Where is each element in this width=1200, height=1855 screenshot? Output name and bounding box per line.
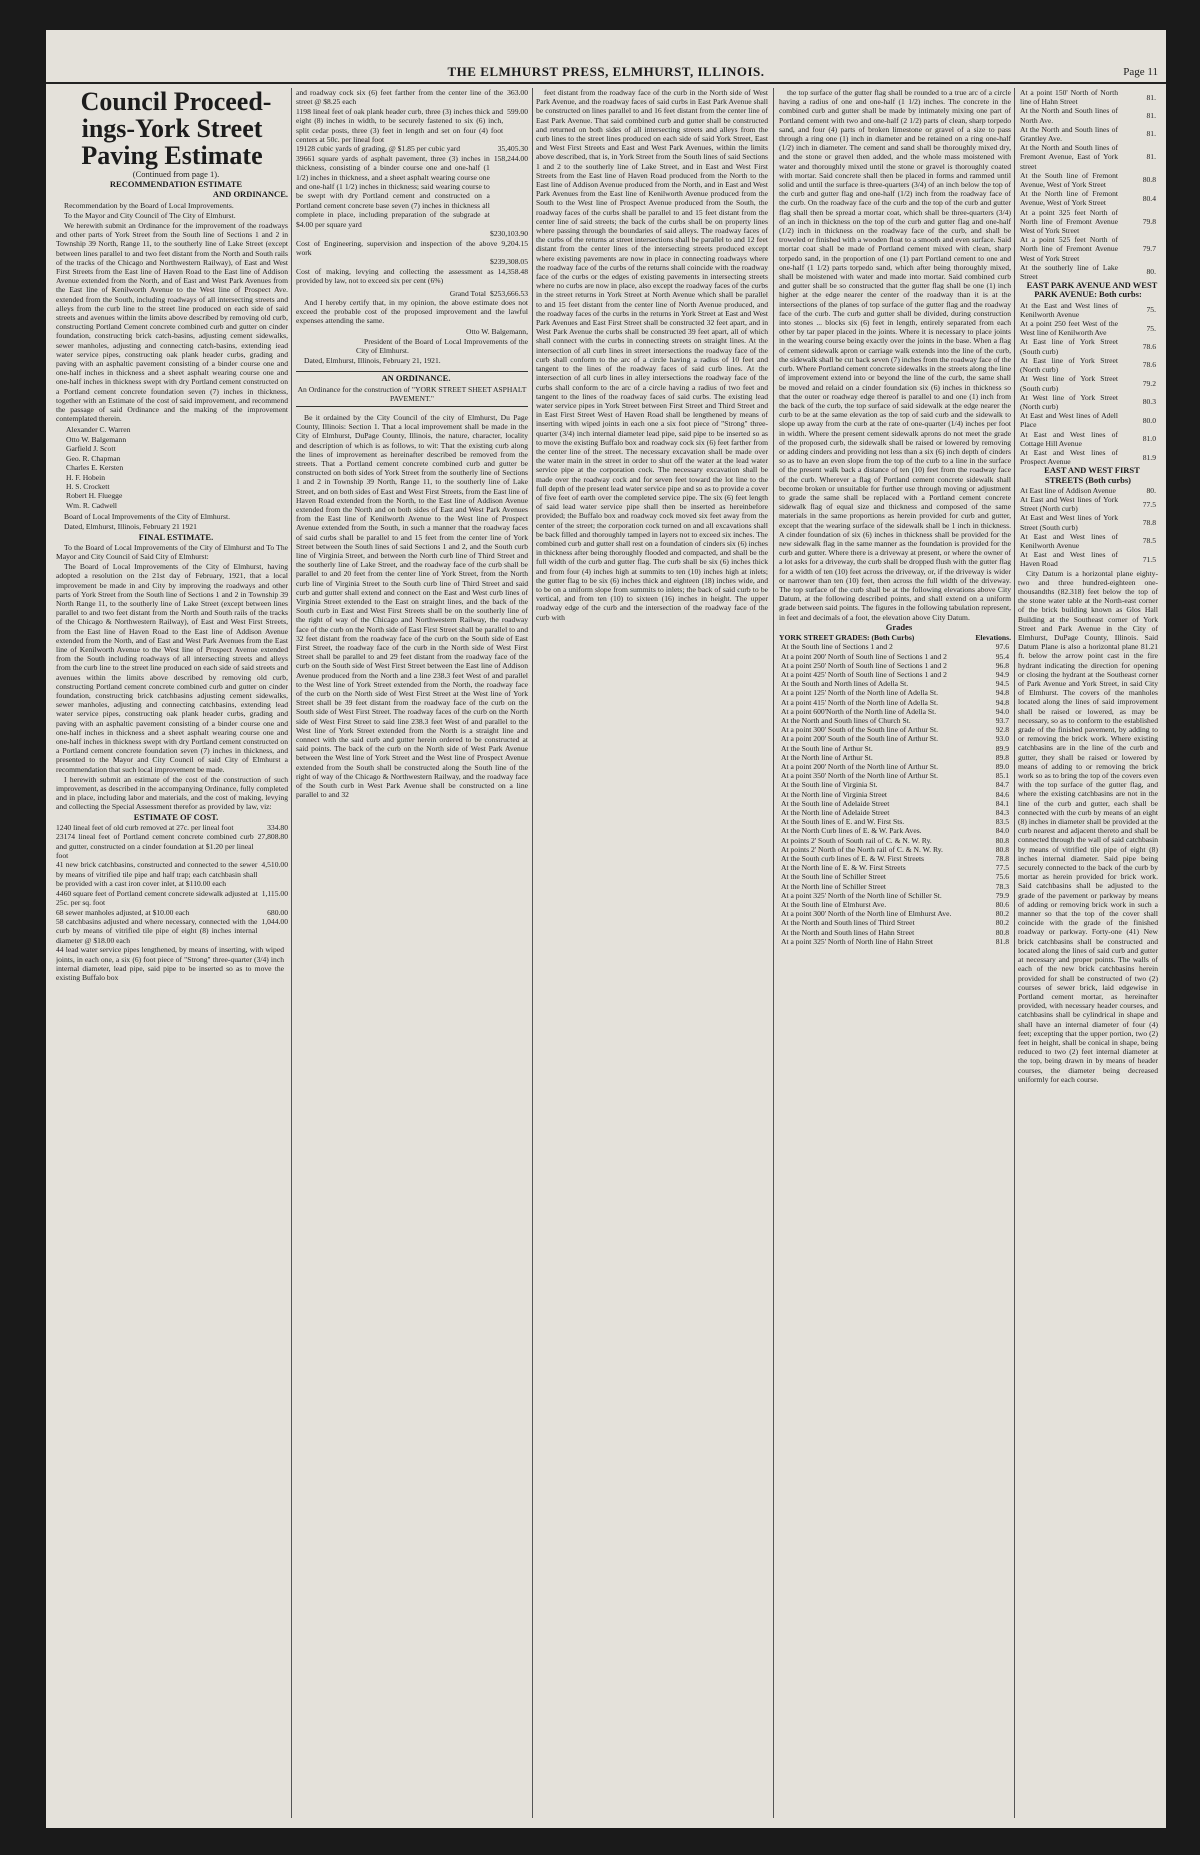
cost-item: 23174 lineal feet of Portland cement concrete combined curb and gutter, constructed on a cinder foundation at $1.20 per lineal foot 27,808.80 (56, 832, 288, 861)
grade-location: At a point 325' North of North line of Hahn Street (781, 936, 933, 946)
grade-elevation: 79.2 (1142, 378, 1156, 388)
grade-location: At a point 300' South of the South line of Arthur St. (781, 725, 939, 735)
column-rule (291, 88, 292, 1818)
grade-row (779, 698, 1011, 707)
rec-to: To the Mayor and City Council of The City of Elmhurst. (64, 210, 236, 220)
grade-location: At a point 150' North of North line of Hahn Street (1020, 88, 1118, 107)
grade-row (779, 808, 1011, 817)
grade-row (779, 799, 1011, 808)
cost-item: 39661 square yards of asphalt pavement, three (3) inches in thickness, consisting of a binder course one and one-half (1 1/2) inches in thickness, and a sheet asphalt wearing course one and one-half (1 1/2) inches in thickness; said wearing course to be swept with dry Portland cement and constructed on a Portland cement concrete base seven (7) inches in thickness all complete in place, including preparation of the subgrade at $4.00 per square yard 158,244.00 (296, 153, 528, 229)
grade-row (779, 928, 1011, 937)
grade-elevation: 81.9 (1142, 452, 1156, 462)
grade-elevation: 71.5 (1142, 554, 1156, 564)
grand-total: Grand Total $253,666.53 (449, 288, 528, 298)
grade-elevation: 80.2 (995, 909, 1009, 919)
grade-elevation: 96.8 (995, 660, 1009, 670)
signer: Geo. R. Chapman (66, 453, 121, 463)
grade-location: At West line of York Street (North curb) (1020, 392, 1118, 411)
signer-title: President of the Board of Local Improvements of the City of Elmhurst. (356, 336, 528, 355)
grade-location: At the South line of Adelaide Street (781, 798, 890, 808)
grade-location: At the North line of E. & W. First Streets (781, 863, 906, 873)
grade-row (779, 854, 1011, 863)
park-ave-heading: EAST PARK AVENUE AND WEST PARK AVENUE: Both curbs: (1026, 280, 1158, 300)
grade-location: At a point 325 feet North of North line of Fremont Avenue West of York Street (1020, 207, 1118, 236)
grade-location: At East and West lines of York Street (North curb) (1020, 494, 1118, 514)
grade-elevation: 92.8 (995, 725, 1009, 735)
grade-location: At a point 300' North of the North line of Elmhurst Ave. (781, 909, 952, 919)
grade-row (1018, 356, 1158, 374)
board-line: Board of Local Improvements of the City of Elmhurst. (64, 512, 230, 522)
grade-location: At a point 250 feet West of the West line of Kenilworth Ave (1020, 319, 1118, 338)
grade-location: At the South curb lines of E. & W. First Streets (781, 854, 925, 864)
grade-elevation: 77.5 (1142, 499, 1156, 509)
certify-text: And I hereby certify that, in my opinion, the above estimate does not exceed the probable cost of the proposed improvement and the lawful expenses attending the same. (296, 297, 528, 326)
ordinance-title: An Ordinance for the construction of "YORK STREET SHEET ASPHALT PAVEMENT." (297, 384, 527, 403)
grade-row (779, 679, 1011, 688)
grade-elevation: 89.0 (995, 762, 1009, 772)
grade-elevation: 80.8 (995, 927, 1009, 937)
grade-elevation: 84.3 (995, 808, 1009, 818)
grade-location: At the South line of Fremont Avenue, West of York Street (1020, 170, 1118, 190)
grade-location: At East and West lines of Kenilworth Avenue (1020, 531, 1118, 550)
grade-row (779, 790, 1011, 799)
grade-elevation: 78.5 (1142, 536, 1156, 546)
grade-elevation: 94.0 (995, 706, 1009, 716)
grade-location: At a point 350' North of the North line of Arthur St. (781, 771, 939, 781)
dated-line: Dated, Elmhurst, Illinois, February 21 1921 (64, 522, 197, 532)
grade-row (1018, 143, 1158, 171)
grade-row (1018, 513, 1158, 531)
grade-row (779, 817, 1011, 826)
grade-location: At East and West lines of Prospect Avenue (1020, 447, 1118, 467)
grades-table (1018, 486, 1158, 569)
cost-item: 44 lead water service pipes lengthened, by means of inserting, with wiped joints, in each one, a six (6) foot piece of "Strong" three-quarter (3/4) inch internal diameter, lead pipe, said pipe to be inserted so as to move the existing Buffalo box (56, 945, 284, 983)
final-body-2: I herewith submit an estimate of the cost of the construction of such improvement, as described in the accompanying Ordinance, fully completed and in place, including labor and materials, and the cost of making, levying and collecting the Special Assessment therefor as provided by law, viz: (56, 774, 288, 812)
grade-row (779, 734, 1011, 743)
grade-location: At a point 200' North of South line of Sections 1 and 2 (781, 651, 947, 661)
grade-row (779, 771, 1011, 780)
grade-location: At East and West lines of Adell Place (1020, 411, 1118, 430)
grade-elevation: 77.5 (995, 863, 1009, 873)
grade-elevation: 75. (1146, 305, 1156, 315)
cost-heading: ESTIMATE OF COST. (133, 811, 219, 822)
masthead-title: THE ELMHURST PRESS, ELMHURST, ILLINOIS. (447, 64, 765, 79)
grade-elevation: 84.7 (995, 780, 1009, 790)
cost-item: 19128 cubic yards of grading, @ $1.85 per cubic yard 35,405.30 (296, 144, 528, 154)
grade-elevation: 93.0 (995, 734, 1009, 744)
grade-elevation: 85.1 (995, 771, 1009, 781)
grade-location: At the South line of Sections 1 and 2 (781, 642, 893, 652)
signer: Robert H. Fluegge (66, 491, 123, 501)
grade-row (1018, 495, 1158, 513)
grade-row (779, 744, 1011, 753)
grade-elevation: 84.0 (995, 826, 1009, 836)
grade-elevation: 94.8 (995, 697, 1009, 707)
grade-elevation: 80.8 (1142, 175, 1156, 185)
grade-row (1018, 171, 1158, 189)
grade-location: At the North and South lines of Church St. (781, 716, 911, 726)
signer: Alexander C. Warren (66, 425, 131, 435)
grade-location: At a point 200' North of the North line of Arthur St. (781, 762, 939, 772)
grade-elevation: 79.9 (995, 890, 1009, 900)
grade-elevation: 81. (1146, 129, 1156, 139)
grade-location: At a point 425' North of South line of Sections 1 and 2 (781, 670, 947, 679)
grade-elevation: 93.7 (995, 716, 1009, 726)
column-3 (536, 88, 768, 1818)
grade-row (1018, 337, 1158, 355)
grade-row (779, 725, 1011, 734)
grade-elevation: 81.8 (995, 936, 1009, 946)
subtotal: $239,308.05 (490, 257, 528, 267)
grade-row (779, 652, 1011, 661)
grade-location: At the North and South lines of Fremont Avenue, East of York street (1020, 143, 1118, 171)
grade-row (1018, 235, 1158, 263)
final-body: The Board of Local Improvements of the City of Elmhurst, having adopted a resolution on the 21st day of February, 1921, that a local improvement be made in and City by improving the roadways and other parts of York Street from the South line of Sections 1 and 2 in Township 39 North Range 11, to the southerly line of Lake Street (except between lines parallel to and two feet distant from the North and South rails of the tracks of the Chicago & Northwestern Railway), of East and West First Streets, from the East line of Haven Road to the East line of Addison Avenue extended from the North, and of East and West Park Avenues from the East line of Kenilworth Avenue to the West line of Prospect Avenue extended from the South including roadways of all intersecting streets and alleys from the curb line to the street line produced on each side of said streets and avenues within the limits above described by removing old curb, constructing Portland cement concrete combined curb and gutter on cinder foundation, constructing brick catchbasins adjusting cement sidewalks, sewer manholes, adjusting and connecting catchbasins, extending lead water service pipes, constructing oak plank header curbs, grading and paving with an asphaltic pavement consisting of a binder course one and one-half inches in thickness and a sheet asphalt wearing course one and one-half inches in thickness swept with dry Portland cement constructed on a Portland cement concrete foundation seven (7) inches in thickness, and presented to the Mayor and City Council of said City of Elmhurst a recommendation that such local improvement be made. (56, 562, 288, 774)
signer: H. F. Hobein (66, 472, 106, 482)
grade-elevation: 79.8 (1142, 216, 1156, 226)
grade-elevation: 78.8 (1142, 517, 1156, 527)
rec-body: We herewith submit an Ordinance for the improvement of the roadways and other parts of York Street from the South line of Sections 1 and 2 in Township 39 North, Range 11, to the southerly line of Lake Street (except between lines parallel to and two feet distant from the North and South rails of the tracks of the Chicago and Northwestern Railway), of East and West First Streets from the East line of Haven Road to the East line of Addison Avenue extended from the North, and of East and West Park Avenues from the East line of Kenilworth Avenue to the West line of Prospect Ave. extended from the South, including roadways of all intersecting streets and alleys from the curb line to the street line produced on each side of said streets and avenues within the limits above described by removing old curb, constructing Portland Cement concrete combined curb and gutter on cinder foundation, constructing brick catch-basins, adjusting cement sidewalks, sewer manholes, adjusting and connecting catch-basins, extending iead water service pipes, constructing oak plank header curbs, grading and paving with an asphaltic pavement consisting of a binder course one and one-half inches in thickness and a sheet asphalt wearing course one and one-half inches in thickness swept with dry Portland cement constructed on a Portland cement concrete foundation seven (7) inches in thickness, together with an Estimate of the cost of said improvement, and recommend the passage of said Ordinance and the making of the improvement contemplated therein. (56, 221, 288, 424)
grade-elevation: 81. (1146, 111, 1156, 120)
headline: Council Proceed-ings-York Street Paving Estimate (80, 88, 272, 170)
grade-row (779, 937, 1011, 946)
grade-elevation: 94.9 (995, 670, 1009, 679)
grade-row (779, 826, 1011, 835)
grade-elevation: 80.8 (995, 835, 1009, 845)
grade-row (779, 900, 1011, 909)
grade-row (779, 762, 1011, 771)
ordinance-heading: AN ORDINANCE. (381, 373, 451, 384)
column-rule (532, 88, 533, 1818)
grade-location: At West line of York Street (South curb) (1020, 374, 1118, 393)
grade-row (1018, 208, 1158, 236)
signers-list (66, 425, 288, 510)
grade-elevation: 84.6 (995, 789, 1009, 799)
column-rule (1014, 88, 1015, 1818)
grade-location: At the North line of Virginia Street (781, 789, 887, 799)
grade-location: At East and West lines of Haven Road (1020, 550, 1118, 569)
cost-item: 41 new brick catchbasins, constructed and connected to the sewer by means of vitrified tile pipe and half trap; each catchbasin shall be provided with a cast iron cover inlet, at $110.00 each 4,510.00 (56, 860, 288, 889)
grade-elevation: 80.3 (1142, 397, 1156, 407)
column-rule (773, 88, 774, 1818)
grade-location: At East line of York Street (North curb) (1020, 355, 1118, 375)
grades-title: Grades (885, 621, 913, 632)
grade-location: At the North and South lines of Hahn Street (781, 927, 915, 937)
grade-elevation: 89.9 (995, 743, 1009, 753)
grade-elevation: 80. (1146, 485, 1156, 495)
grade-elevation: 83.5 (995, 817, 1009, 827)
first-street-heading: EAST AND WEST FIRST STREETS (Both curbs) (1044, 465, 1140, 485)
grade-row (779, 661, 1011, 670)
signer: H. S. Crockett (66, 481, 110, 491)
rec-subheading: AND ORDINANCE. (212, 189, 288, 200)
grade-location: At the South line of Virginia St. (781, 780, 878, 790)
grades-table (1018, 301, 1158, 467)
grade-row (1018, 319, 1158, 337)
grade-elevation: 78.3 (995, 881, 1009, 891)
grade-elevation: 75. (1146, 323, 1156, 333)
grade-row (1018, 550, 1158, 568)
cost-item: 68 sewer manholes adjusted, at $10.00 each 680.00 (56, 907, 288, 917)
rec-heading: RECOMMENDATION ESTIMATE (109, 179, 243, 190)
ordinance-body: Be it ordained by the City Council of the city of Elmhurst, Du Page County, Illinois: Section 1. That a local improvement shall be made in the City of Elmhurst, DuPage County, Illinois, the nature, character, locality and description of which is as follows, to wit: That the existing curb along the lines of improvement as hereinafter described be removed from the streets. That a Portland cement concrete combined curb and gutter be constructed on both sides of York Street from the southerly line of Sections 1 and 2 in Township 39 North, Range 11, to the southerly line of Lake Street, and on both sides of East and West First Streets, from the East line of Haven Road extended from the North, to the East line of Addison Avenue extended from the North and on both sides of East and West Park Avenues from the East line of Kenilworth Avenue to the West line of Prospect Avenue extended from the South, in such a manner that the roadway faces of said curbs shall be parallel to and 15 feet from the center line of York Street between the South lines of said Sections 1 and 2, and the South curb line of Virginia Street, and between the North curb line of Third Street and the southerly line of Lake Street, and the roadway face of the curb shall be parallel to and 20 feet from the center line of York Street, from the North curb line of Virginia Street to the South curb line of Third Street and said curb and gutter shall extend and connect on the East and West curb lines of Virginia Street extended to the East on straight lines, and the back of the South curb in East and West First Streets shall be on the southerly line of the right of way of the Chicago and Northwestern Railway, the roadway face of the curb on the North side of East First Street shall be parallel to and 32 feet distant from the roadway face of the curb on the South side of East First Street, the roadway face of the curb in the North side of West First Street shall be parallel to and 29 feet distant from the roadway face of the curb on the South side of West First Street between the East line of Addison Avenue produced from the North and a line 238.3 feet West of and parallel to the West line of York Street extended from the North, the roadway face of the curb on the North side of West First Street at the West line of York Street shall be 39 feet distant from the roadway face of the curb on the South side of West First Street. The roadway faces of the curb on the North side of West First Street to said line 238.3 feet West of and parallel to the West line of York Street extended from the North is a straight line and connect with the said curb and gutter herein ordered to be constructed at said points. The back of the curb on the North side of West Park Avenue between the West line of York Street and the West line of Prospect Avenue extended from the South shall be constructed along the South line of the right of way of the Chicago & Northwestern Railway, and the roadway face of the South curb in West Park Avenue shall be constructed on a line parallel to and 32 (296, 412, 528, 800)
grade-row (779, 707, 1011, 716)
cost-item: 4460 square feet of Portland cement concrete sidewalk adjusted at 25c. per sq. foot 1,115.00 (56, 888, 288, 908)
grade-row (1018, 393, 1158, 411)
cost-item: 1198 lineal feet of oak plank header curb, three (3) inches thick and eight (8) inches in width, to be securely fastened to six (6) inch, split cedar posts, three (3) feet in length and set on four (4) foot centers at 50c. per lineal foot 599.00 (296, 106, 528, 145)
grade-elevation: 78.6 (1142, 342, 1156, 352)
grade-elevation: 80.8 (995, 844, 1009, 854)
grade-row (1018, 263, 1158, 281)
grade-location: At points 2' North of the North rail of C. & N. W. Ry. (781, 844, 943, 854)
grade-location: At a point 415' North of the North line of Adella St. (781, 697, 939, 707)
grade-row (1018, 430, 1158, 448)
grade-location: At East and West lines of York Street (South curb) (1020, 513, 1118, 532)
grade-elevation: 80. (1146, 267, 1156, 277)
grade-location: At a point 125' North of the North line of Adella St. (781, 688, 939, 698)
spec-body: the top surface of the gutter flag shall be rounded to a true arc of a circle having a radius of one and one-half (1 1/2) inches. The concrete in the combined curb and gutter shall be made by intimately mixing one part of Portland cement with two and one-half (2 1/2) parts of clean, sharp torpedo sand, and four (4) parts of broken limestone or gravel of a size to pass through a ring one (1) inch in diameter and be retained on a ring one-half (1/2) inch in diameter. The cement and sand shall be thoroughly mixed dry, and the stone or gravel then added, and the whole mass moistened with water and thoroughly mixed until the stone or gravel is thoroughly coated with mortar. Said concrete shall then be placed in forms and rammed until solid and until the surface is three-quarters (3/4) of an inch below the top of the curb and gutter flag and one-half (1/2) inch from the roadway face of the curb. On the roadway face of the curb and the top of the curb and gutter flag shall then be spread a mortar coat, which shall be three-quarters (3/4) of an inch in thickness on the top of the curb and gutter flag and one-half (1/2) inch in thickness on the roadway face of the curb, and shall be troweled or finished with a wooden float to a smooth and even surface. Said mortar coat shall be made of Portland cement mixed with clean, sharp torpedo sand, in the proportion of one (1) part Portland cement to one and one-half (1 1/2) parts torpedo sand, which after being thoroughly mixed, shall be moistened with water and made into mortar. Said combined curb and gutter shall be so constructed that the gutter flag shall be one (1) inch higher at the edge nearer the center of the roadway than it is at the intersections of the planes of top surface of the gutter flag and the roadway face of the curb. The curb and gutter shall be divided, during construction into stones ... blocks six (6) feet in length, entirely separated from each other by tar paper placed in the joints. Where it is necessary to place joints in the wearing course being exactly over the joints in the base. When a flag of cement sidewalk apron or carriage walk extends into the line of the curb, the sidewalk shall be cut back seven (7) inches from the roadway face of the curb. Where Portland cement concrete sidewalks in the streets along the line of improvement extend into or beyond the line of the curb, the same shall be moved and relaid on a cinder foundation six (6) inches in thickness so that the outer or roadway edge thereof is parallel to and one (1) inch from the back of the curb, the top surface of said sidewalk at the edge nearer the curb to be at the same elevation as the top of said curb and the sidewalk to slope up away from the curb at the rate of one-quarter (1/4) inches per foot in width. Where the present cement sidewalk aprons do not meet the grade of the proposed curb, the sidewalk shall be raised or lowered by removing or adding cinders and providing not less than a six (6) inch depth of cinders so as to have an even slope from the top of the curb to a line in the surface of the present walk back a distance of ten (10) feet from the roadway face of the curb. Wherever a flag of Portland cement concrete sidewalk shall become broken or unsuitable for further use through moving or adjustment to grade the same shall be replaced with a Portland cement concrete sidewalk flag of equal size and thickness and composed of the same materials in the same proportions as herein provided for curb and gutter, except that the wearing surface of the sidewalk shall be 1 inch in thickness. A cinder foundation of six (6) inches in thickness shall be provided for the new sidewalk flag in the same manner as the foundation is provided for the curb and gutter. Where there is a driveway at present, or where the owner of a lot asks for a driveway, the curb shall be dropped flush with the gutter flag for a width of ten (10) feet across the driveway, or, if the driveway is wider or narrower than ten (10) feet, then across the full width of the driveway. The top surface of the curb shall be at the following elevations above City Datum, at the following described points, and shall extend on a uniform grade between said points. The figures in the following tabulation represent, in feet and decimals of a foot, the elevation above City Datum. (779, 88, 1011, 622)
subtotal: $230,103.90 (490, 229, 528, 239)
rec-intro: Recommendation by the Board of Local Improvements. (64, 200, 234, 210)
grade-location: At a point 250' North of South line of Sections 1 and 2 (781, 660, 947, 670)
final-estimate-heading: FINAL ESTIMATE. (138, 531, 214, 542)
newspaper-page (46, 30, 1166, 1828)
grade-location: At the South line of Elmhurst Ave. (781, 900, 887, 910)
dated-line: Dated, Elmhurst, Illinois, February 21, 1921. (304, 356, 441, 366)
grade-row (779, 836, 1011, 845)
grade-row (1018, 411, 1158, 429)
grade-location: At the South and North lines of Adella St. (781, 679, 909, 689)
grade-row (1018, 301, 1158, 319)
signer: Charles E. Kersten (66, 463, 124, 473)
grades-table (1018, 88, 1158, 281)
grade-elevation: 89.8 (995, 752, 1009, 762)
grade-elevation: 78.6 (1142, 360, 1156, 370)
levy-cost: Cost of making, levying and collecting the assessment as provided by law, not to exceed six per cent (6%) 14,358.48 (296, 266, 528, 286)
grade-location: At the North line of Adelaide Street (781, 808, 890, 818)
engineering-cost: Cost of Engineering, supervision and inspection of the above work 9,204.15 (296, 238, 528, 257)
grade-location: At the North line of Fremont Avenue, West of York Street (1020, 189, 1118, 208)
cost-item: and roadway cock six (6) feet farther from the center line of the street @ $8.25 each 363.00 (296, 88, 528, 107)
grade-elevation: 81.0 (1142, 434, 1156, 444)
grade-elevation: 81. (1146, 92, 1156, 102)
grade-row (1018, 448, 1158, 466)
grade-row (1018, 125, 1158, 143)
grade-elevation: 80.6 (995, 900, 1009, 910)
ordinance-body-cont: feet distant from the roadway face of the curb in the North side of West Park Avenue, and the roadway faces of said curbs in East Park Avenue shall be constructed on lines parallel to and 16 feet distant from the center line of East Park Avenue. That said combined curb and gutter shall be constructed and returned on both sides of all intersecting streets and alleys from the curb lines to the street lines produced on each side of said York Street, East and West First Streets and East and West Park Avenues, within the limits above described, that is, in York Street from the South lines of said Sections 1 and 2 to the southerly line of Lake Street, and in East and West First Streets from the East line of Haven Road produced from the North to the East line of Addison Avenue produced from the North, and in East and West Park Avenues from the East line of Kenilworth Avenue produced from the South to the West line of Prospect Avenue produced from the South, the roadway faces of the curbs shall be parallel to and 15 feet distant from the center line of said streets; the back of the curbs shall be on property lines where passing through the boundaries of said alleys. The roadway faces of the curbs of the returns at street intersections shall be parallel to and 12 feet distant from the center lines of the intersecting streets produced except where existing pavements are now in place in connecting roadways where the roadway face of the curbs of the returns shall coincide with the roadway face of the curbs or the edges of existing pavements in intersecting streets where no curbs are now in place, also except the roadway faces of the curbs in the street returns in York Street at North Avenue which shall be parallel to and 15 feet distant from the center line of North Avenue produced, and the roadway faces of the curbs in the returns in York Street at East and West Park Avenues and East First Street shall be constructed 32 feet apart, and in West Park Avenue the curbs shall be constructed 39 feet apart, all of which shall connect with the curbs in connecting streets on straight lines. At the intersection of all curb lines in street intersections the roadway face of the curb shall conform to the arc of a circle having a radius of 10 feet and tangent to the lines of the roadway faces of said curb lines. At the intersection of all curb lines in alley intersections the roadway face of the curbs shall conform to the arc of a circle having a radius of two feet and tangent to the lines of the roadway faces of said curbs. The existing lead water service pipes in York Street between First Street and Third Street and in East First Street West of Haven Road shall be lengthened by means of inserting with wiped joints in each one a six foot piece of "Strong" three-quarter (3/4) inch internal diameter lead pipe, said pipe to be inserted so as to move the existing Buffalo box and roadway cock six (6) feet farther from the center line of the street. The necessary excavation shall be made over the water main in the street in order to shut off the water at the lead water service pipe at the corporation cock. The necessary excavation shall be made over the roadway cock and for seven feet toward the lot line to the full depth of the present lead water service pipe and so as to provide a cover of five feet of earth over the completed service pipe. The six (6) feet length of said lead water service pipe shall then be inserted as hereinbefore provided; the Buffalo box and roadway cock moved six feet away from the center of the street; the corporation cock turned on and all excavations shall be back filled and thoroughly tamped in layers not to exceed six inches. The combined curb and gutter shall rest on a foundation of cinders six (6) inches in thickness after being thoroughly flooded and compacted, and shall be the full width of the curb and gutter flag. The curb shall be six (6) inches thick and from four (4) inches high at summits to ten (10) inches high at inlets; the gutter flag to be six (6) inches thick and eighteen (18) inches wide, and to be on a uniform slope from summits to inlets; the back of said curb to be vertical, and from ten (10) to sixteen (16) inches in height. The upper roadway edge of the curb and the intersection of the roadway face of the curb with (536, 88, 768, 622)
grade-location: At the South line of Schiller Street (781, 872, 887, 882)
grade-location: At the North and South lines of Grantley Ave. (1020, 124, 1118, 144)
grade-row (779, 872, 1011, 881)
grade-elevation: 79.7 (1142, 244, 1156, 254)
column-4 (779, 88, 1011, 1818)
grade-row (779, 642, 1011, 651)
grade-location: At the North and South lines of North Ave. (1020, 106, 1118, 125)
grade-location: At the North line of Arthur St. (781, 752, 873, 762)
grade-row (779, 882, 1011, 891)
grade-row (779, 670, 1011, 679)
column-2 (296, 88, 528, 1818)
grade-row (1018, 532, 1158, 550)
grade-elevation: 97.6 (995, 642, 1009, 652)
grade-location: At the East and West lines of Kenilworth Avenue (1020, 300, 1118, 319)
grade-row (779, 688, 1011, 697)
grade-location: At points 2' South of South rail of C. & N. W. Ry. (781, 835, 932, 845)
grade-elevation: 95.4 (995, 651, 1009, 661)
grade-row (1018, 189, 1158, 207)
grade-elevation: 84.1 (995, 798, 1009, 808)
ordinance-box (296, 371, 528, 407)
grades-table (779, 642, 1011, 946)
grade-row (779, 716, 1011, 725)
grade-row (779, 845, 1011, 854)
grade-location: At a point 325' North of the North line of Schiller St. (781, 890, 942, 900)
signer: Garfield J. Scott (66, 444, 116, 454)
page-number: Page 11 (1123, 66, 1158, 78)
grade-elevation: 94.5 (995, 679, 1009, 689)
grade-location: At East and West lines of Cottage Hill Avenue (1020, 429, 1118, 448)
grade-row (1018, 486, 1158, 495)
cost-item: 58 catchbasins adjusted and where necessary, connected with the curb by means of vitrified tile pipe of eight (8) inches internal diameter @ $18.00 each 1,044.00 (56, 916, 288, 945)
grade-location: At the North and South lines of Third Street (781, 918, 915, 928)
grade-row (779, 891, 1011, 900)
grade-elevation: 78.8 (995, 854, 1009, 864)
grade-row (779, 863, 1011, 872)
datum-body: City Datum is a horizontal plane eighty-two and three hundred-eighteen one-thousandths (82.318) feet below the top of the stone water table at the North-east corner of the brick building known as Glos Hall Building at the Southeast corner of York Street and Park Avenue in the City of Elmhurst, DuPage County, Illinois. Said Datum Plane is also a horizontal plane 81.21 ft. below the arrow point cast in the fire hydrant indicating the direction for opening or closing the hydrant at the Southeast corner of Park Avenue and York Street, in said City of Elmhurst. The covers of the manholes located along the lines of said improvement shall be raised or lowered, as may be necessary, so as to conform to the established grade of the finished pavement, by adding to or removing the brick work. Where existing catchbasins are in the line of the curb and gutter, they shall be raised or lowered by means of adding to or removing the brick work so as to bring the top of the covers even with the top surface of the gutter flag, and where the existing catchbasins are not in the line of the curb and gutter, each shall be connected with the curb by means of an eight (8) inches in diameter shall be provided at the curb nearest and adjacent thereto and shall be connected through the wall of said catchbasin by means of vitrified tile pipe of eight (8) inches internal diameter. Said pipe being securely connected to the back of the curb by mortar as herein provided for brick work. Said catchbasins shall be adjusted to the grade of the pavement or parkway by means of adding or removing brick work in such a manner so that the top of the cover shall coincide with the grade of the finished roadway or parkway. Forty-one (41) New brick catchbasins shall be constructed and located along the lines of said curb and gutter at necessary and proper points. The walls of each of the new brick catchbasins herein provided for shall be constructed of two (2) courses of sewer brick, laid edgewise in Portland cement mortar, as hereinafter provided, with necessary header courses, and catchbasins shall be cylindrical in shape and shall have an internal diameter of four (4) feet; excepting that the upper portion, two (2) feet in height, shall be conical in shape, being reduced to two (2) feet internal diameter at the top, being drawn in by means of header courses, the diameter being decreased uniformly for each course. (1018, 568, 1158, 1084)
grade-row (1018, 374, 1158, 392)
grade-location: At the North line of Schiller Street (781, 881, 887, 891)
grade-elevation: 80.4 (1142, 193, 1156, 203)
column-5 (1018, 88, 1158, 1818)
grade-row (779, 909, 1011, 918)
column-1 (56, 88, 288, 1818)
grade-location: At East line of York Street (South curb) (1020, 337, 1118, 356)
grades-subheading: YORK STREET GRADES: (Both Curbs) Elevations. (779, 632, 1011, 642)
grade-location: At a point 200' South of the South line of Arthur St. (781, 734, 939, 744)
signer: Wm. R. Cadwell (66, 500, 118, 510)
grade-elevation: 80.2 (995, 918, 1009, 928)
grade-row (1018, 88, 1158, 106)
signer-name: Otto W. Balgemann, (465, 326, 528, 336)
grade-elevation: 75.6 (995, 872, 1009, 882)
grade-location: At the South lines of E. and W. First Sts. (781, 817, 905, 827)
grade-location: At a point 600'North of the North line of Adella St. (781, 706, 937, 716)
grade-elevation: 81. (1146, 152, 1156, 162)
grade-location: At the North Curb lines of E. & W. Park Aves. (781, 826, 922, 836)
final-to: To the Board of Local Improvements of the City of Elmhurst and To The Mayor and City Council of Said City of Elmhurst: (56, 542, 288, 561)
grade-row (779, 780, 1011, 789)
masthead (46, 64, 1166, 84)
grade-location: At the South line of Arthur St. (781, 743, 873, 753)
grade-location: At the southerly line of Lake Street (1020, 262, 1118, 282)
continued-note: (Continued from page 1). (132, 169, 220, 179)
signer: Otto W. Balgemann (66, 434, 127, 444)
grade-location: At a point 525 feet North of North line of Fremont Avenue West of York Street (1020, 235, 1118, 263)
cost-item: 1240 lineal feet of old curb removed at 27c. per lineal foot 334.80 (56, 822, 288, 832)
grade-row (1018, 106, 1158, 124)
grade-row (779, 918, 1011, 927)
grade-elevation: 94.8 (995, 688, 1009, 698)
grade-row (779, 753, 1011, 762)
grade-elevation: 80.0 (1142, 415, 1156, 425)
grade-location: At East line of Addison Avenue (1020, 485, 1116, 495)
